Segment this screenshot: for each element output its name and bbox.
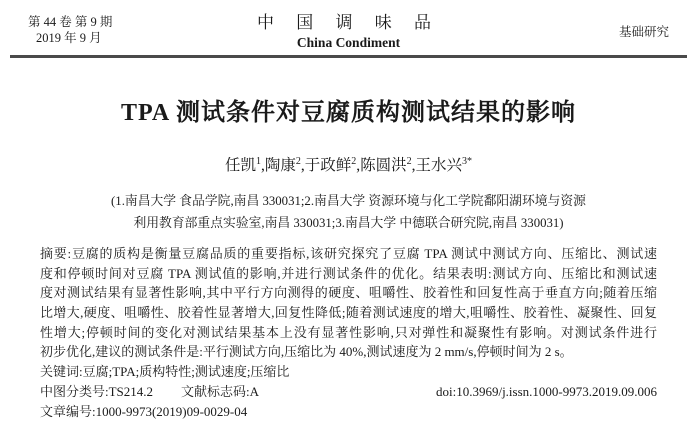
journal-name-cn: 中 国 调 味 品: [257, 13, 440, 32]
author: [305, 157, 357, 174]
keywords-line: 关键词:豆腐;TPA;质构特性;测试速度;压缩比: [40, 364, 290, 380]
affiliation-line: 利用教育部重点实验室,南昌 330031;3.南昌大学 中德联合研究院,南昌 330031): [133, 216, 564, 230]
journal-name-en: China Condiment: [296, 35, 401, 50]
doi: doi:10.3969/j.issn.1000-9973.2019.09.006: [435, 383, 657, 399]
abstract-line: 摘要:豆腐的质构是衡量豆腐品质的重要指标,该研究探究了豆腐 TPA 测试中测试方向、压缩比、测试速: [40, 246, 657, 261]
abstract-line: 比增大,硬度、咀嚼性、胶着性显著增大,回复性降低;随着测试速度的增大,咀嚼性、胶着性、凝聚性、回复: [40, 305, 657, 321]
author-name: 于政鲜: [304, 157, 352, 174]
document-code: 文献标志码:A: [181, 383, 260, 399]
column-label: 基础研究: [618, 25, 669, 39]
author-name: 任凯: [224, 157, 256, 174]
author-separator: ,: [260, 157, 265, 174]
authors-line: [0, 153, 697, 175]
affiliation-line: (1.南昌大学 食品学院,南昌 330031;2.南昌大学 资源环境与化工学院鄱阳湖环境与资源: [111, 194, 586, 208]
author-separator: ,: [356, 157, 361, 174]
author-affil-mark: 3*: [462, 155, 473, 167]
author-affil-mark: 2: [351, 155, 357, 167]
author: [225, 157, 261, 174]
author: [416, 157, 473, 174]
author-separator: ,: [300, 157, 305, 174]
abstract-line: 度和停顿时间对豆腐 TPA 测试值的影响,并进行测试条件的优化。结果表明:测试方向、压缩比和测试速: [40, 265, 657, 281]
abstract-line: 初步优化,建议的测试条件是:平行测试方向,压缩比为 40%,测试速度为 2 mm/s,停顿时间为 2 s。: [40, 344, 573, 360]
author: [360, 157, 412, 174]
issue-info-block: [28, 8, 198, 46]
author-affil-mark: 1: [255, 155, 261, 167]
author-affil-mark: 2: [295, 155, 301, 167]
article-number: 文章编号:1000-9973(2019)09-0029-04: [40, 403, 248, 419]
header-rule: [10, 55, 687, 58]
clc-number: 中图分类号:TS214.2: [40, 383, 154, 399]
volume-issue: 第 44 卷 第 9 期: [28, 15, 113, 29]
abstract-block: [40, 244, 657, 421]
author-separator: ,: [411, 157, 416, 174]
author-name: 王水兴: [415, 157, 463, 174]
classification-line: [40, 382, 657, 402]
issue-date: 2019 年 9 月: [36, 31, 102, 45]
affiliations: [0, 190, 697, 234]
author-name: 陈圆洪: [360, 157, 407, 174]
abstract-line: 度对测试结果有显著性影响,其中平行方向测得的硬度、咀嚼性、胶着性和回复性高于垂直方向;随着压缩: [40, 285, 657, 301]
journal-header: [28, 8, 669, 51]
author: [265, 157, 301, 174]
article-title: TPA 测试条件对豆腐质构测试结果的影响: [121, 100, 576, 126]
author-affil-mark: 2: [406, 155, 412, 167]
journal-title-block: [198, 8, 499, 51]
author-name: 陶康: [264, 157, 296, 174]
abstract-line: 性增大;停顿时间的变化对测试结果基本上没有显著性影响,只对弹性和凝聚性有影响。对测试条件进行: [40, 324, 657, 340]
